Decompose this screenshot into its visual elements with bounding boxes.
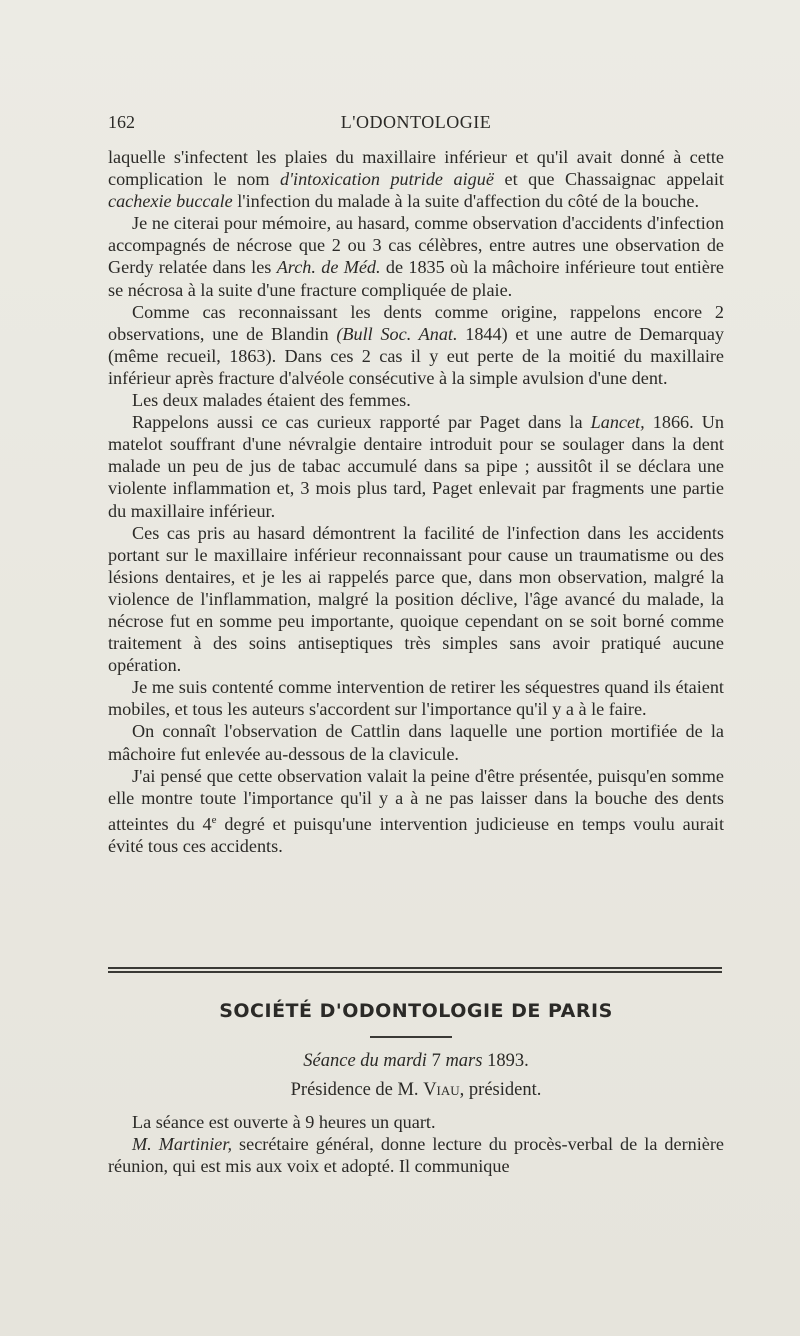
text-run: degré et puisqu'une intervention judicieuse en temps voulu aurait évité tous ces accidents. bbox=[108, 813, 724, 856]
journal-citation: Arch. de Méd. bbox=[276, 257, 381, 278]
paragraph bbox=[108, 1133, 724, 1177]
paragraph bbox=[108, 301, 724, 389]
paragraph: On connaît l'observation de Cattlin dans laquelle une portion mortifiée de la mâchoire fut enlevée au-dessous de la clavicule. bbox=[108, 721, 724, 764]
session-date bbox=[108, 1051, 724, 1072]
text-run: secrétaire général, donne lecture du procès-verbal de la dernière réunion, qui est mis aux voix et adopté. Il communique bbox=[108, 1134, 724, 1177]
text-run: Rappelons aussi ce cas curieux rapporté par Paget dans la bbox=[132, 412, 591, 433]
session-label: Séance du mardi bbox=[303, 1051, 427, 1071]
text-run: 1866. Un matelot souffrant d'une névralgie dentaire introduit pour se soulager dans la dent malade un peu de jus de tabac accumulé dans sa pipe ; aussitôt il se déclara une violente inflammation et, 3 mois plus tard, Paget enlevait par fragments une partie du maxillaire inférieur. bbox=[108, 412, 724, 521]
paragraph bbox=[108, 146, 724, 212]
presidence-role: président. bbox=[468, 1080, 542, 1100]
page-number: 162 bbox=[108, 112, 135, 132]
meeting-minutes bbox=[108, 1111, 724, 1178]
paragraph: Ces cas pris au hasard démontrent la facilité de l'infection dans les accidents portant sur le maxillaire inférieur reconnaissant pour cause un traumatisme ou des lésions dentaires, et je les ai rappelés parce que, dans mon observation, malgré la violence de l'inflammation, malgré la position déclive, l'âge avancé du malade, la nécrose fut en somme peu importante, quoique cependant on se soit borné comme traitement à des soins antiseptiques très simples sans avoir pratiqué aucune opération. bbox=[108, 522, 724, 676]
italic-term: d'intoxication putride aiguë bbox=[280, 169, 494, 190]
paragraph bbox=[108, 411, 724, 521]
session-month: mars bbox=[445, 1051, 483, 1071]
journal-citation: (Bull Soc. Anat. bbox=[336, 323, 458, 344]
section-title: SOCIÉTÉ D'ODONTOLOGIE DE PARIS bbox=[219, 1000, 613, 1022]
text-run: J'ai pensé que cette observation valait la peine d'être présentée, puisqu'en somme elle montre toute l'importance qu'il y a à ne pas laisser dans la bouche des dents atteintes du 4 bbox=[108, 765, 724, 834]
paragraph bbox=[108, 212, 724, 300]
text-run: de 1835 où la mâchoire inférieure tout entière se nécrosa à la suite d'une fracture compliquée de plaie. bbox=[108, 257, 724, 300]
text-run: laquelle s'infectent les plaies du maxillaire inférieur et qu'il avait donné à cette complication le nom bbox=[108, 147, 724, 190]
text-run: l'infection du malade à la suite d'affection du côté de la bouche. bbox=[232, 191, 699, 212]
italic-term: cachexie buccale bbox=[108, 191, 233, 212]
article-body bbox=[108, 146, 724, 857]
paragraph: La séance est ouverte à 9 heures un quart. bbox=[132, 1112, 436, 1132]
text-run: 1844) et une autre de Demarquay (même recueil, 1863). Dans ces 2 cas il y eut perte de la moitié du maxillaire inférieur après fracture d'alvéole consécutive à la simple avulsion d'une dent. bbox=[108, 323, 724, 388]
paragraph bbox=[108, 765, 724, 857]
superscript: e bbox=[211, 813, 217, 826]
session-day: 7 bbox=[431, 1051, 441, 1071]
text-run: et que Chassaignac appelait bbox=[493, 169, 724, 190]
session-year: 1893. bbox=[487, 1051, 529, 1071]
paragraph: Je me suis contenté comme intervention de retirer les séquestres quand ils étaient mobiles, et tous les auteurs s'accordent sur l'importance qu'il y a à le faire. bbox=[108, 677, 724, 720]
text-run: Je ne citerai pour mémoire, au hasard, comme observation d'accidents d'infection accompagnés de nécrose que 2 ou 3 cas célèbres, entre autres une observation de Gerdy relatée dans les bbox=[108, 213, 724, 278]
text-run: Comme cas reconnaissant les dents comme origine, rappelons encore 2 observations, une de Blandin bbox=[108, 301, 724, 344]
president-name: Viau, bbox=[423, 1080, 465, 1100]
journal-citation: Lancet, bbox=[590, 412, 645, 433]
divider-line bbox=[108, 967, 722, 969]
title-rule bbox=[370, 1036, 452, 1038]
speaker-name: M. Martinier, bbox=[132, 1134, 232, 1155]
presidence-label: Présidence de M. bbox=[290, 1080, 419, 1100]
paragraph: Les deux malades étaient des femmes. bbox=[132, 390, 411, 411]
divider-line bbox=[108, 971, 722, 973]
page-header bbox=[108, 112, 724, 142]
running-title: L'ODONTOLOGIE bbox=[340, 112, 492, 132]
presidence-line bbox=[108, 1080, 724, 1101]
section-divider bbox=[108, 967, 722, 974]
